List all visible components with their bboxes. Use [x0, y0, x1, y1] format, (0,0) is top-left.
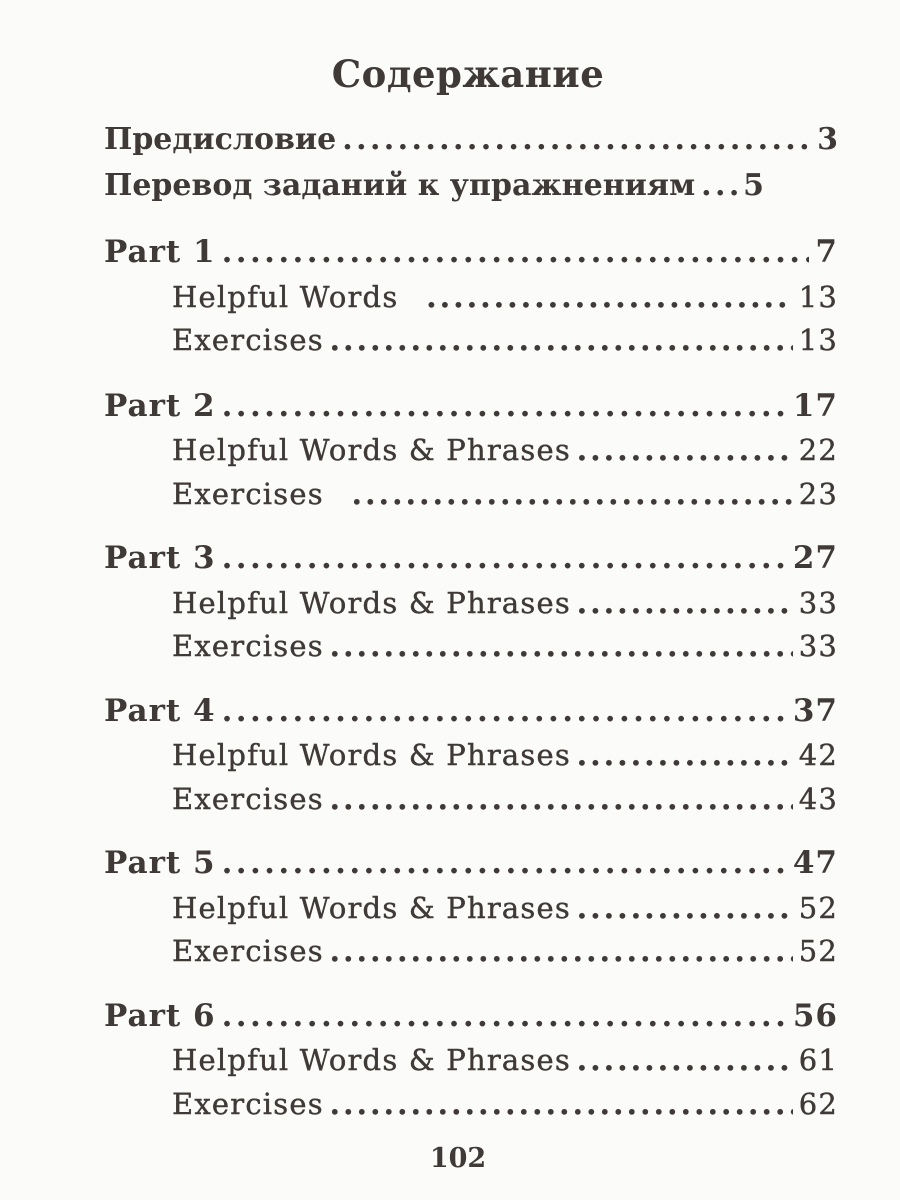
toc-entry-part-4-exercises [172, 782, 838, 826]
toc-page: 52 [798, 934, 838, 968]
toc-label: Exercises [172, 629, 324, 663]
leader-dots [222, 234, 810, 270]
toc-entry-part-2 [104, 388, 838, 432]
toc-entry-part-2-exercises [172, 477, 838, 521]
toc-label: Helpful Words [172, 280, 399, 314]
toc-label: Part 3 [104, 540, 216, 576]
toc-entry-preface [104, 122, 838, 166]
toc-page: 43 [798, 782, 838, 816]
toc-page: 33 [798, 629, 838, 663]
toc-page: 27 [792, 540, 838, 576]
toc-page: 52 [798, 891, 838, 925]
toc-label: Helpful Words & Phrases [172, 891, 571, 925]
toc-page: 22 [798, 433, 838, 467]
toc-page: 56 [792, 998, 838, 1034]
toc-page: 61 [798, 1043, 838, 1077]
contents-title: Содержание [331, 52, 605, 96]
leader-dots [330, 934, 793, 968]
leader-dots [330, 1087, 793, 1121]
toc-page: 33 [798, 586, 838, 620]
toc-page: 3 [817, 122, 838, 157]
toc-entry-part-4-words [172, 738, 838, 782]
toc-label: Helpful Words & Phrases [172, 738, 571, 772]
toc-entry-part-5 [104, 845, 838, 889]
toc-label: Exercises [172, 477, 324, 511]
toc-page: 13 [798, 280, 838, 314]
leader-dots [222, 845, 787, 881]
leader-dots [222, 540, 787, 576]
leader-dots [222, 693, 787, 729]
toc-entry-part-4 [104, 693, 838, 737]
toc-label: Exercises [172, 782, 324, 816]
toc-page: 5 [743, 168, 765, 203]
toc-label: Part 2 [104, 388, 216, 424]
toc-entry-part-6-exercises [172, 1087, 838, 1131]
leader-dots [577, 738, 793, 772]
toc-page: 17 [792, 388, 838, 424]
leader-dots [330, 782, 793, 816]
toc-label: Part 1 [104, 234, 216, 270]
leader-dots [352, 477, 793, 511]
leader-dots [577, 1043, 793, 1077]
leader-dots [222, 388, 787, 424]
toc-label: Helpful Words & Phrases [172, 433, 571, 467]
toc-label: Exercises [172, 1087, 324, 1121]
toc-page: 42 [798, 738, 838, 772]
toc-label: Part 4 [104, 693, 216, 729]
leader-dots [577, 891, 793, 925]
toc-page: 13 [798, 323, 838, 357]
toc-entry-part-3 [104, 540, 838, 584]
toc-page: 23 [798, 477, 838, 511]
toc-label: Helpful Words & Phrases [172, 586, 571, 620]
leader-dots [330, 629, 793, 663]
toc-entry-part-5-words [172, 891, 838, 935]
leader-dots [222, 998, 787, 1034]
page-number: 102 [429, 1143, 487, 1174]
toc-label: Part 5 [104, 845, 216, 881]
toc-page: 62 [798, 1087, 838, 1121]
leader-dots [577, 433, 793, 467]
toc-label: Exercises [172, 934, 324, 968]
toc-label: Helpful Words & Phrases [172, 1043, 571, 1077]
toc-entry-part-3-words [172, 586, 838, 630]
toc-page: 47 [792, 845, 838, 881]
toc-label: Part 6 [104, 998, 216, 1034]
toc-label: Перевод заданий к упражнениям [104, 168, 696, 203]
toc-page: 37 [792, 693, 838, 729]
leader-dots [330, 323, 793, 357]
toc-entry-translation [104, 168, 838, 212]
toc-entry-part-6 [104, 998, 838, 1042]
leader-dots [701, 168, 737, 203]
leader-dots [577, 586, 793, 620]
toc-entry-part-5-exercises [172, 934, 838, 978]
toc-entry-part-1-exercises [172, 323, 838, 367]
leader-dots [342, 122, 811, 157]
toc-entry-part-1 [104, 234, 838, 278]
toc-entry-part-2-words [172, 433, 838, 477]
toc-label: Предисловие [104, 122, 337, 157]
toc-entry-part-1-words [172, 280, 838, 324]
toc-label: Exercises [172, 323, 324, 357]
leader-dots [426, 280, 792, 314]
toc-entry-part-3-exercises [172, 629, 838, 673]
toc-page: 7 [815, 234, 838, 270]
toc-entry-part-6-words [172, 1043, 838, 1087]
